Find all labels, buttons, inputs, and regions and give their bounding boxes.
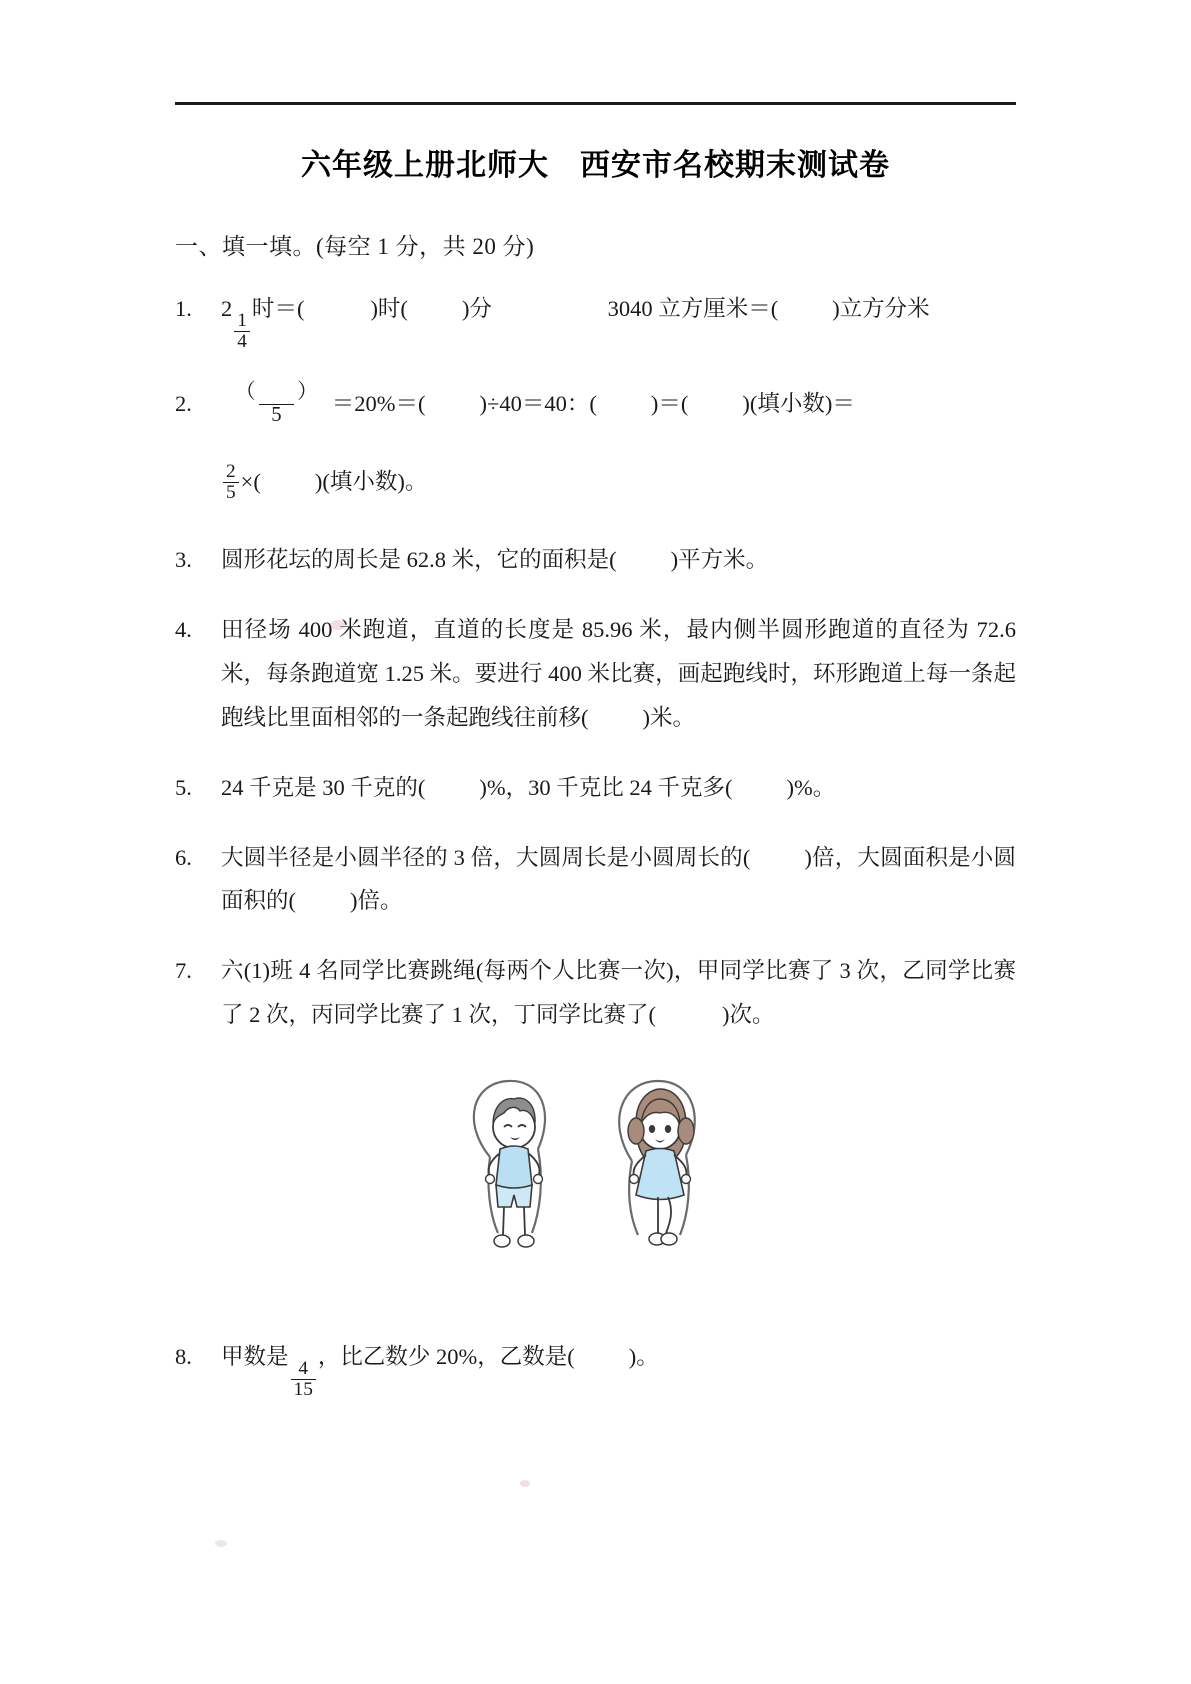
paper-smudge-2 — [520, 1480, 530, 1487]
q6-text-a: 大圆半径是小圆半径的 3 倍，大圆周长是小圆周长的( — [221, 844, 751, 870]
question-7-number: 7. — [175, 958, 192, 984]
q5-text-c: )%。 — [786, 774, 836, 800]
question-7-body — [221, 949, 1016, 1037]
q2-fraction[interactable]: $\frac{( )}{5}$ — [235, 381, 318, 426]
two-children-jumping-rope-illustration — [446, 1065, 746, 1295]
q8-text-b: ，比乙数少 20%，乙数是( — [317, 1344, 575, 1370]
question-3-number: 3. — [175, 547, 192, 573]
question-1-number: 1. — [175, 296, 192, 321]
question-1-body — [221, 287, 1016, 352]
q5-text-a: 24 千克是 30 千克的( — [221, 774, 426, 800]
question-3-body — [221, 538, 1016, 582]
q2-tail-end: )(填小数)。 — [314, 469, 428, 495]
illustration-wrapper — [175, 1047, 1016, 1295]
q7-text-a: 六(1)班 4 名同学比赛跳绳(每两个人比赛一次)，甲同学比赛了 3 次，乙同学比赛了 2 次，丙同学比赛了 1 次，丁同学比赛了( — [221, 958, 1016, 1028]
question-3 — [175, 538, 1016, 582]
q1-equals: ＝( — [274, 296, 305, 321]
q6-text-c: )倍。 — [350, 888, 403, 914]
question-2-body — [221, 382, 1016, 504]
question-8 — [175, 1335, 1016, 1400]
question-5-body — [221, 766, 1016, 810]
q7-text-b: )次。 — [722, 1002, 775, 1028]
q1-middle: )时( — [370, 296, 408, 321]
question-6-number: 6. — [175, 844, 192, 870]
q3-text-a: 圆形花坛的周长是 62.8 米，它的面积是( — [221, 547, 617, 573]
q2-segment-2: )÷40＝40：( — [479, 391, 597, 417]
q1-unit: 时 — [251, 296, 275, 321]
question-5-number: 5. — [175, 774, 192, 800]
question-4-number: 4. — [175, 617, 192, 643]
q1-integer-part: 2 — [221, 296, 233, 321]
question-6 — [175, 836, 1016, 924]
question-2 — [175, 382, 1016, 504]
question-2-number: 2. — [175, 391, 192, 417]
question-8-number: 8. — [175, 1344, 192, 1370]
q8-text-a: 甲数是 — [221, 1344, 289, 1370]
q2-segment-1: ＝20%＝( — [331, 391, 426, 417]
q1-fraction: $\frac{1}{4}$ — [234, 311, 250, 352]
page-title: 六年级上册北师大 西安市名校期末测试卷 — [301, 149, 890, 182]
q4-text-b: )米。 — [642, 704, 695, 730]
q5-text-b: )%，30 千克比 24 千克多( — [479, 774, 733, 800]
question-4-body — [221, 608, 1016, 740]
header-rule — [175, 102, 1016, 105]
question-6-body — [221, 836, 1016, 924]
question-5 — [175, 766, 1016, 810]
paper-smudge-3 — [215, 1540, 227, 1547]
section-heading-fill-in-blanks: 一、填一填。(每空 1 分，共 20 分) — [175, 234, 535, 259]
q1-part2-end: )立方分米 — [832, 296, 930, 321]
q8-text-c: )。 — [628, 1344, 659, 1370]
q2-tail-fraction: $\frac{2}{5}$ — [223, 462, 239, 503]
question-7 — [175, 949, 1016, 1037]
question-1 — [175, 287, 1016, 352]
q2-segment-3: )＝( — [650, 391, 689, 417]
q8-fraction: $\frac{4}{15}$ — [291, 1359, 316, 1400]
q6-text-b: )倍，大圆面积是小圆面积的( — [221, 844, 1016, 914]
q4-text-a: 田径场 400 米跑道，直道的长度是 85.96 米，最内侧半圆形跑道的直径为 72.6 米，每条跑道宽 1.25 米。要进行 400 米比赛，画起跑线时，环形跑道上每一条起跑线比里面相邻的一条起跑线往前移( — [221, 617, 1016, 730]
q1-part2-text: 3040 立方厘米＝( — [607, 296, 779, 321]
question-4 — [175, 608, 1016, 740]
q3-text-b: )平方米。 — [670, 547, 769, 573]
q2-segment-4: )(填小数)＝ — [742, 391, 855, 417]
q2-tail-text: ×( — [240, 469, 261, 495]
question-8-body — [221, 1335, 1016, 1400]
q1-end: )分 — [461, 296, 492, 321]
